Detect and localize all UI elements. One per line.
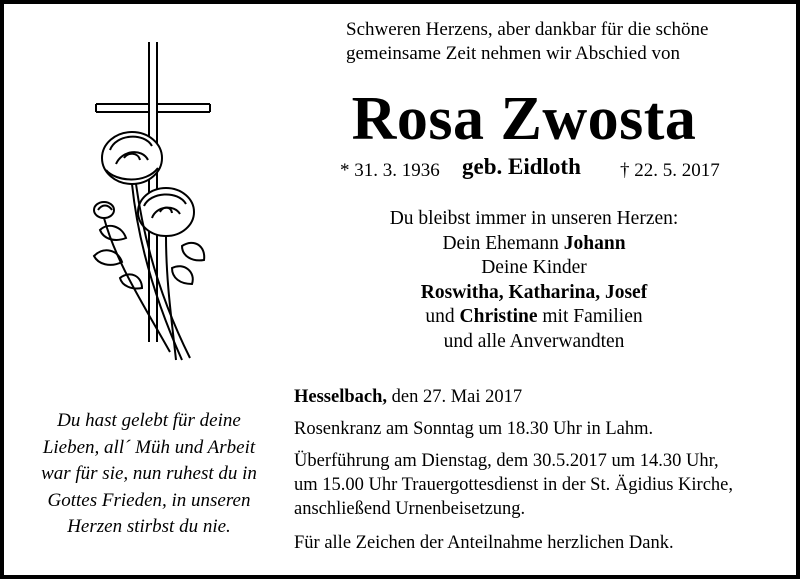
date: den 27. Mai 2017 [387, 387, 523, 407]
children-label: Deine Kinder [481, 257, 587, 278]
transfer-line: Überführung am Dienstag, dem 30.5.2017 um 14.30 Uhr, [294, 451, 719, 471]
poem-line: Gottes Frieden, in unseren [47, 489, 251, 511]
intro-text [346, 18, 766, 66]
thanks-line: Für alle Zeichen der Anteilnahme herzlichen Dank. [294, 533, 674, 553]
spouse-name: Johann [563, 232, 626, 254]
funeral-info [294, 385, 794, 555]
relatives-line: und alle Anverwandten [443, 330, 625, 352]
spouse-line [314, 232, 754, 257]
cross-with-roses-icon [86, 42, 216, 372]
with-families: mit Familien [537, 306, 643, 327]
mourners-line: Du bleibst immer in unseren Herzen: [389, 208, 679, 229]
mourners-block [314, 207, 754, 354]
and-word: und [425, 306, 460, 327]
life-dates [304, 154, 744, 184]
transfer-line: anschließend Urnenbeisetzung. [294, 499, 526, 519]
poem-line: war für sie, nun ruhest du in [41, 463, 257, 484]
birth-date: * 31. 3. 1936 [340, 160, 440, 181]
poem-line: Du hast gelebt für deine [57, 410, 241, 431]
obituary-notice [4, 4, 796, 575]
place: Hesselbach, [294, 387, 388, 407]
place-date-line [294, 385, 794, 409]
poem-line: Herzen stirbst du nie. [67, 516, 231, 537]
rosary-line: Rosenkranz am Sonntag um 18.30 Uhr in Lahm. [294, 419, 654, 439]
last-child-name: Christine [459, 306, 538, 327]
death-date: † 22. 5. 2017 [620, 160, 720, 181]
poem-line: Lieben, all´ Müh und Arbeit [42, 436, 256, 458]
children-names: Roswitha, Katharina, Josef [420, 281, 648, 303]
transfer-line: um 15.00 Uhr Trauergottesdienst in der St. Ägidius Kirche, [294, 475, 734, 495]
intro-line: gemeinsame Zeit nehmen wir Abschied von [346, 43, 680, 64]
poem [18, 408, 280, 541]
intro-line: Schweren Herzens, aber dankbar für die schöne [346, 19, 709, 40]
spouse-prefix: Dein Ehemann [442, 232, 564, 254]
last-child-line [314, 305, 754, 330]
maiden-name: geb. Eidloth [462, 154, 581, 179]
deceased-name: Rosa Zwosta [351, 85, 697, 153]
